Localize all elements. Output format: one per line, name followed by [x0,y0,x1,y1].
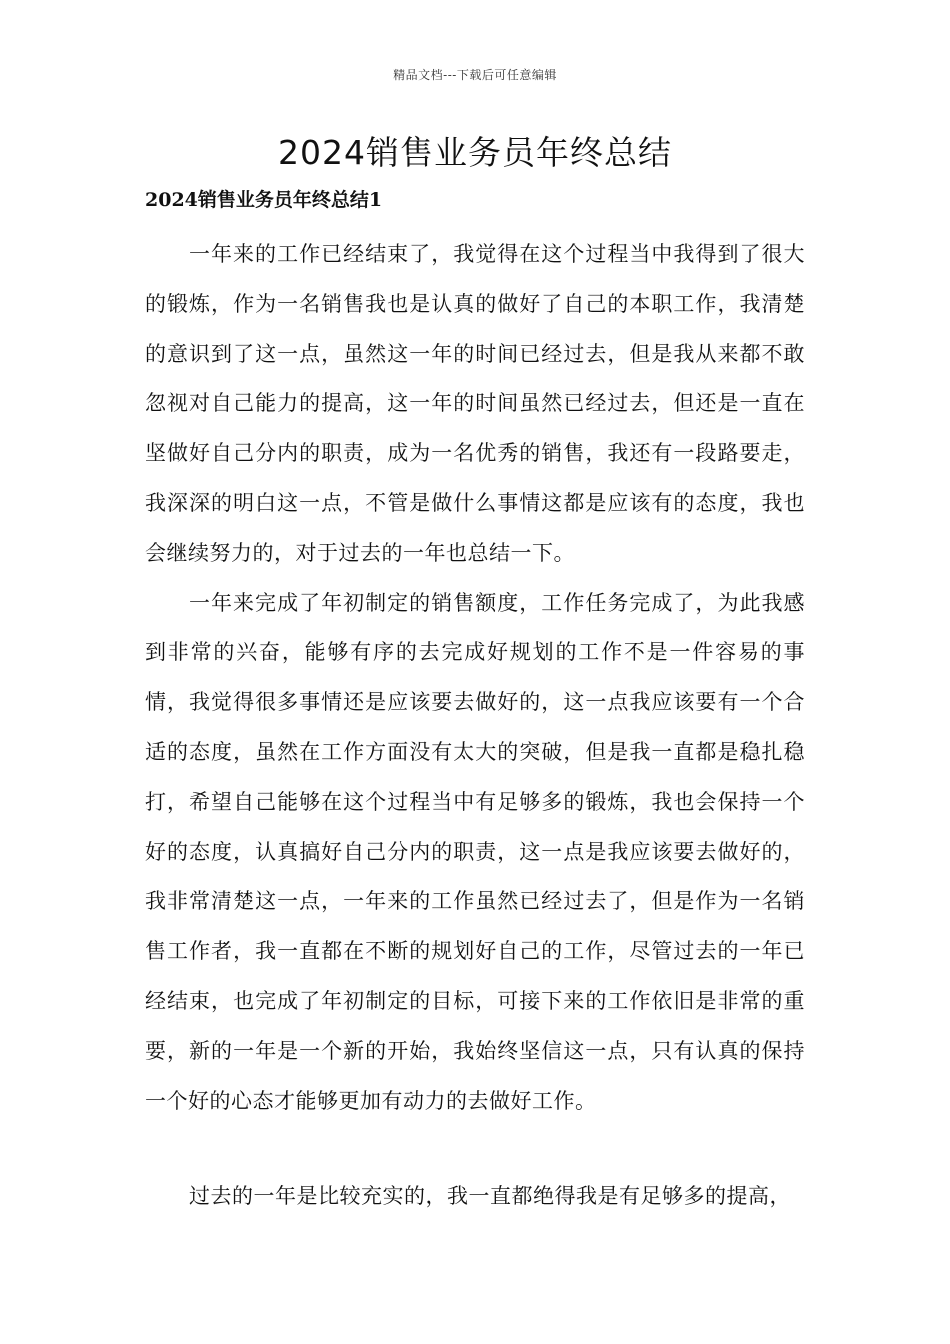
section-heading: 2024销售业务员年终总结1 [145,189,383,211]
document-body [145,230,805,1126]
header-note: 精品文档---下载后可任意编辑 [393,68,557,82]
paragraph: 一年来完成了年初制定的销售额度，工作任务完成了，为此我感到非常的兴奋，能够有序的去完成好规划的工作不是一件容易的事情，我觉得很多事情还是应该要去做好的，这一点我应该要有一个合适的态度，虽然在工作方面没有太大的突破，但是我一直都是稳扎稳打，希望自己能够在这个过程当中有足够多的锻炼，我也会保持一个好的态度，认真搞好自己分内的职责，这一点是我应该要去做好的，我非常清楚这一点，一年来的工作虽然已经过去了，但是作为一名销售工作者，我一直都在不断的规划好自己的工作，尽管过去的一年已经结束，也完成了年初制定的目标，可接下来的工作依旧是非常的重要，新的一年是一个新的开始，我始终坚信这一点，只有认真的保持一个好的心态才能够更加有动力的去做好工作。 [145,590,805,1113]
page-title: 2024销售业务员年终总结 [278,133,672,172]
paragraph: 过去的一年是比较充实的，我一直都绝得我是有足够多的提高， [189,1184,791,1208]
paragraph: 一年来的工作已经结束了，我觉得在这个过程当中我得到了很大的锻炼，作为一名销售我也是认真的做好了自己的本职工作，我清楚的意识到了这一点，虽然这一年的时间已经过去，但是我从来都不敢忽视对自己能力的提高，这一年的时间虽然已经过去，但还是一直在坚做好自己分内的职责，成为一名优秀的销售，我还有一段路要走，我深深的明白这一点，不管是做什么事情这都是应该有的态度，我也会继续努力的，对于过去的一年也总结一下。 [145,242,805,565]
